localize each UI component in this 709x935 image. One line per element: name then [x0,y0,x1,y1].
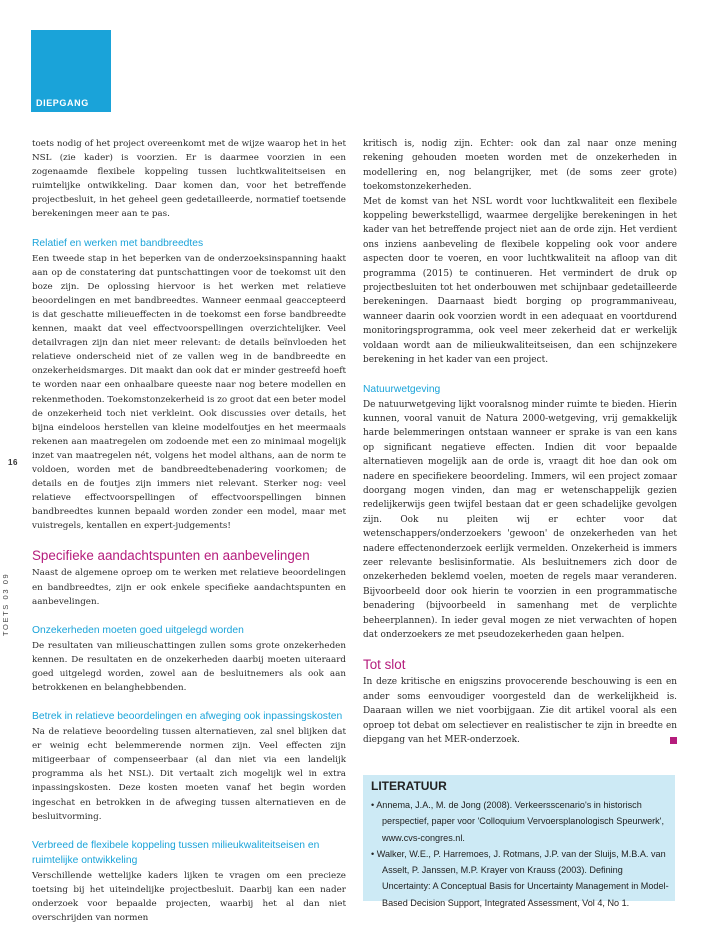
text: Verschillende wettelijke kaders lijken te vragen om een precieze toetsing bij het uiteindelijke projectbesluit. Daarbij kan een nader onderzoek voor bepaalde projecten, waarbij het al dan niet overschrijden van normen [32,870,346,924]
body-paragraph [32,252,346,534]
text: Met de komst van het NSL wordt voor luchtkwaliteit een flexibele koppeling bewerkstelligd, waarmee dergelijke berekeningen in het kader van het betreffende project niet aan de orde zijn. Het verdient ons inziens aanbeveling de flexibele koppeling ook voor andere aspecten door te voeren, en voor luchtkwaliteit na afloop van dit programma (2015) te continueren. Het vermindert de druk op projectbesluiten tot het onderbouwen met schijnbaar gedetailleerde berekeningen. Daarnaast biedt borging op programmaniveau, wanneer daarin ook voorzien wordt in een adequaat en voortdurend monitoringsprogramma, ook veel meer zekerheid dat er werkelijk voldaan wordt aan de milieukwaliteitseisen, dan een schijnzekere berekening in het kader van een project. [363,196,677,366]
text: Natuurwetgeving [363,383,441,395]
subsection-heading [32,236,346,251]
text: kritisch is, nodig zijn. Echter: ook dan zal naar onze mening rekening gehouden moeten worden met de onzekerheden in modellering en, nog belangrijker, met (de soms zeer grote) toekomstonzekerheden. [363,139,677,193]
subsection-heading [32,838,346,868]
body-paragraph [32,566,346,608]
section-tag-label: DIEPGANG [36,98,89,108]
literature-list [371,797,669,911]
text: Specifieke aandachtspunten en aanbevelingen [32,548,310,564]
text: De natuurwetgeving lijkt vooralsnog minder ruimte te bieden. Hierin kunnen, vooral vanuit de Natura 2000-wetgeving, vrij gemakkelijk harde belemmeringen ontstaan wanneer er sprake is van een kans op significant negatieve effecten. Indien dit voor bepaalde alternatieven mogelijk aan de orde is, vraagt dit hoe dan ook om nadere en specifiekere beoordeling. Immers, wil een project zomaar doorgang mogen vinden, dan mag er wetenschappelijk gezien redelijkerwijs geen twijfel bestaan dat er geen schadelijke gevolgen zijn. Ook nu pleiten wij er echter voor dat wetenschappers/onderzoekers 'gewoon' de onzekerheden van het nadere effectenonderzoek eerlijk vermelden. Onzekerheid is immers zeer relevante beslisinformatie. Als besluitnemers zich door de onzekerheden beklemd voelen, moeten de regels maar veranderen. Bijvoorbeeld door ook hierin te voorzien in een programmatische benadering (bijvoorbeeld in samenhang met de verplichte beheerplannen). In ieder geval mogen ze niet verwachten of hopen dat onderzoekers ze met pseudozekerheden gaan helpen. [363,399,677,640]
text: Relatief en werken met bandbreedtes [32,237,204,249]
text: Verbreed de flexibele koppeling tussen milieukwaliteitseisen en ruimtelijke ontwikkeling [32,839,320,866]
right-column [363,137,677,747]
body-paragraph [363,195,677,368]
text: In deze kritische en enigszins provocerende beschouwing is een en ander soms eenvoudiger voorgesteld dan de werkelijkheid is. Daaraan willen we niet voorbijgaan. Zie dit artikel vooral als een oproep tot debat om selectiever en realistischer te zijn in breedte en diepgang van het MER-onderzoek. [363,677,677,746]
body-paragraph [32,639,346,695]
literature-title: LITERATUUR [371,779,447,793]
text: Betrek in relatieve beoordelingen en afweging ook inpassingskosten [32,711,343,723]
subsection-heading [32,709,346,724]
body-paragraph [32,725,346,824]
end-of-article-mark [670,737,677,744]
body-paragraph [363,675,677,747]
text: Na de relatieve beoordeling tussen alternatieven, zal snel blijken dat er weinig echt belemmerende normen zijn. Veel effecten zijn mitigeerbaar of compenseerbaar (al dan niet via een landelijk programma als het NSL). Dit vertaalt zich mogelijk wel in extra inpassingskosten. Deze kosten moeten vanaf het begin worden ingeschat en betrokken in de afweging tussen alternatieven en de besluitvorming. [32,727,346,822]
literature-item: • Walker, W.E., P. Harremoes, J. Rotmans, J.P. van der Sluijs, M.B.A. van Asselt, P. Janssen, M.P. Krayer von Krauss (2003). Defining Uncertainty: A Conceptual Basis for Uncertainty Management in Model-Based Decision Support, Integrated Assessment, Vol 4, No 1. [371,848,669,908]
text: Naast de algemene oproep om te werken met relatieve beoordelingen en bandbreedtes, zijn er ook enkele specifieke aandachtspunten en aanbevelingen. [32,568,346,607]
literature-box [363,775,675,908]
page-number: 16 [8,458,18,467]
section-heading [363,656,677,673]
text: Onzekerheden moeten goed uitgelegd worden [32,624,244,636]
text: toets nodig of het project overeenkomt met de wijze waarop het in het NSL (zie kader) is voorzien. Er is daarmee voorzien in een zogenaamde flexibele koppeling tussen luchtkwaliteitseisen en ruimtelijke ontwikkeling. Daar komen dan, voor het betreffende projectbesluit, in het geheel geen gedetailleerde, normatief toetsende berekeningen meer aan te pas. [32,139,346,220]
text: De resultaten van milieuschattingen zullen soms grote onzekerheden kennen. De resultaten en de onzekerheden daarbij moeten uiteraard goed uitgelegd worden, zowel aan de besluitnemers als ook aan betrokkenen en belanghebbenden. [32,640,346,693]
text: Een tweede stap in het beperken van de onderzoeksinspanning haakt aan op de constatering dat puntschattingen voor de toekomst uit den boze zijn. De oplossing hiervoor is het werken met relatieve beoordelingen en met bandbreedtes. Wanneer eenmaal geaccepteerd is dat geschatte milieueffecten in de toekomst een forse bandbreedte kennen, maakt dat veel effectvoorspellingen overzichtelijker. Veel detailvragen zijn dan niet meer relevant: de details beïnvloeden het relatieve onderscheid niet of ze vallen weg in de bandbreedte en onzekerheidsmarges. Dit maakt dan ook dat er minder gestreefd hoeft te worden naar een onhaalbare queeste naar nog betere modellen en rekenmethoden. Toekomstonzekerheid is zo groot dat een beter model de onzekerheid toch niet verkleint. Ook discussies over details, het bijna eindeloos herstellen van kleine modelfoutjes en het meermaals rekenen aan maatregelen om zodoende met een zo minimaal mogelijk inzet van maatregelen nét, volgens het model althans, aan de norm te voldoen, worden met de bandbreedtebenadering voorkomen; de details en de foutjes zijn immers niet relevant. Sterker nog: veel relatieve effectvoorspellingen of effectvoorspellingen binnen bandbreedtes kunnen bepaald worden zonder een model, maar met vuistregels, kentallen en expert-judgements! [32,253,346,532]
body-paragraph [32,869,346,925]
literature-item: • Annema, J.A., M. de Jong (2008). Verkeersscenario's in historisch perspectief, paper voor 'Colloquium Vervoersplanologisch Speurwerk', www.cvs-congres.nl. [371,800,664,843]
body-paragraph [32,137,346,222]
body-paragraph [363,137,677,195]
section-heading [32,547,346,564]
text: Tot slot [363,657,406,673]
journal-issue-label: TOETS 03 09 [1,572,10,636]
body-paragraph [363,398,677,643]
subsection-heading [32,623,346,638]
left-column [32,137,346,925]
subsection-heading [363,382,677,397]
